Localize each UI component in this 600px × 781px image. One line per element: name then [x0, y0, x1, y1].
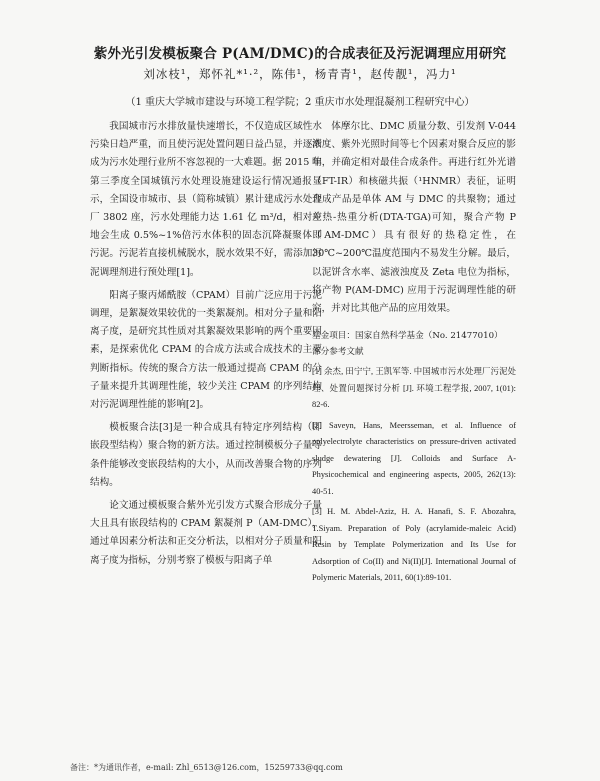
- funding-note: 基金项目：国家自然科学基金（No. 21477010）: [312, 331, 503, 342]
- reference-item: [2] Saveyn, Hans, Meersseman, et al. Influence of polyelectrolyte characteristics on pressure-driven activated sludge dewatering [J]. Colloids and Surface A-Physicochemical and engineering aspects, 2005, 262(13): 40-51.: [312, 420, 516, 496]
- footnote: 备注：*为通讯作者，e-mail: Zhl_6513@126.com，15259733@qq.com: [70, 763, 343, 772]
- affiliation: （1 重庆大学城市建设与环境工程学院；2 重庆市水处理混凝剂工程研究中心）: [125, 97, 475, 108]
- paragraph: 我国城市污水排放量快速增长，不仅造成区域性水污染日趋严重，而且使污泥处置问题日益凸显，并逐渐成为污水处理行业所不容忽视的一大难题。据 2015 年第三季度全国城镇污水处理设施建设运行情况通报显示，全国设市城市、县（简称城镇）累计建成污水处理厂 3802 座，污水处理能力达 1.61 亿 m³/d，相对应地会生成 0.5%~1%倍污水体积的固态沉降凝聚体即污泥。污泥若直接机械脱水，脱水效果不好，需添加污泥调理剂进行预处理[1]。: [90, 121, 322, 278]
- paragraph: 体摩尔比、DMC 质量分数、引发剂 V-044 浓度、紫外光照时间等七个因素对聚合反应的影响，并确定相对最佳合成条件。再进行红外光谱（FT-IR）和核磁共振（¹HNMR）表征，证明合成产品是单体 AM 与 DMC 的共聚物；通过差热-热重分析(DTA-TGA)可知，聚合产物 P（AM-DMC）具有很好的热稳定性，在 30℃~200℃温度范围内不易发生分解。最后，以泥饼含水率、滤液浊度及 Zeta 电位为指标，将产物 P(AM-DMC) 应用于污泥调理性能的研究，并对比其他产品的应用效果。: [312, 121, 516, 315]
- right-column: [312, 118, 516, 587]
- reference-item: [1] 余杰, 田宁宁, 王凯军等. 中国城市污水处理厂污泥处理、处置问题探讨分析 [J]. 环境工程学报, 2007, 1(01): 82-6.: [312, 367, 516, 410]
- reference-item: [3] H. M. Abdel-Aziz, H. A. Hanafi, S. F. Abozahra, T.Siyam. Preparation of Poly (acrylamide-maleic Acid) Resin by Template Polymerization and Its Use for Adsorption of Co(II) and Ni(II)[J]. International Journal of Polymeric Materials, 2011, 60(1):89-101.: [312, 507, 516, 583]
- paragraph: 论文通过模板聚合紫外光引发方式聚合形成分子量大且具有嵌段结构的 CPAM 絮凝剂 P（AM-DMC），通过单因素分析法和正交分析法，以相对分子质量和阳离子度为指标，分别考察了模板与阳离子单: [90, 500, 322, 566]
- paper-title: 紫外光引发模板聚合 P(AM/DMC)的合成表征及污泥调理应用研究: [93, 46, 507, 62]
- paragraph: 模板聚合法[3]是一种合成具有特定序列结构（即嵌段型结构）聚合物的新方法。通过控制模板分子量等条件能够改变嵌段结构的大小，从而改善聚合物的序列结构。: [90, 422, 322, 488]
- author-list: 刘冰枝¹，郑怀礼*¹·²，陈伟¹，杨青青¹，赵传靓¹，冯力¹: [143, 67, 457, 81]
- paragraph: 阳离子聚丙烯酰胺（CPAM）目前广泛应用于污泥调理，是絮凝效果较优的一类絮凝剂。相对分子量和阳离子度，是研究其性质对其絮凝效果影响的两个重要因素，是探索优化 CPAM 的合成方法或合成技术的主要判断指标。传统的聚合方法一般通过提高 CPAM 的分子量来提升其调理性能，较少关注 CPAM 的序列结构对污泥调理性能的影响[2]。: [90, 289, 322, 411]
- left-column: [90, 118, 322, 570]
- references-heading: 部分参考文献: [312, 347, 364, 358]
